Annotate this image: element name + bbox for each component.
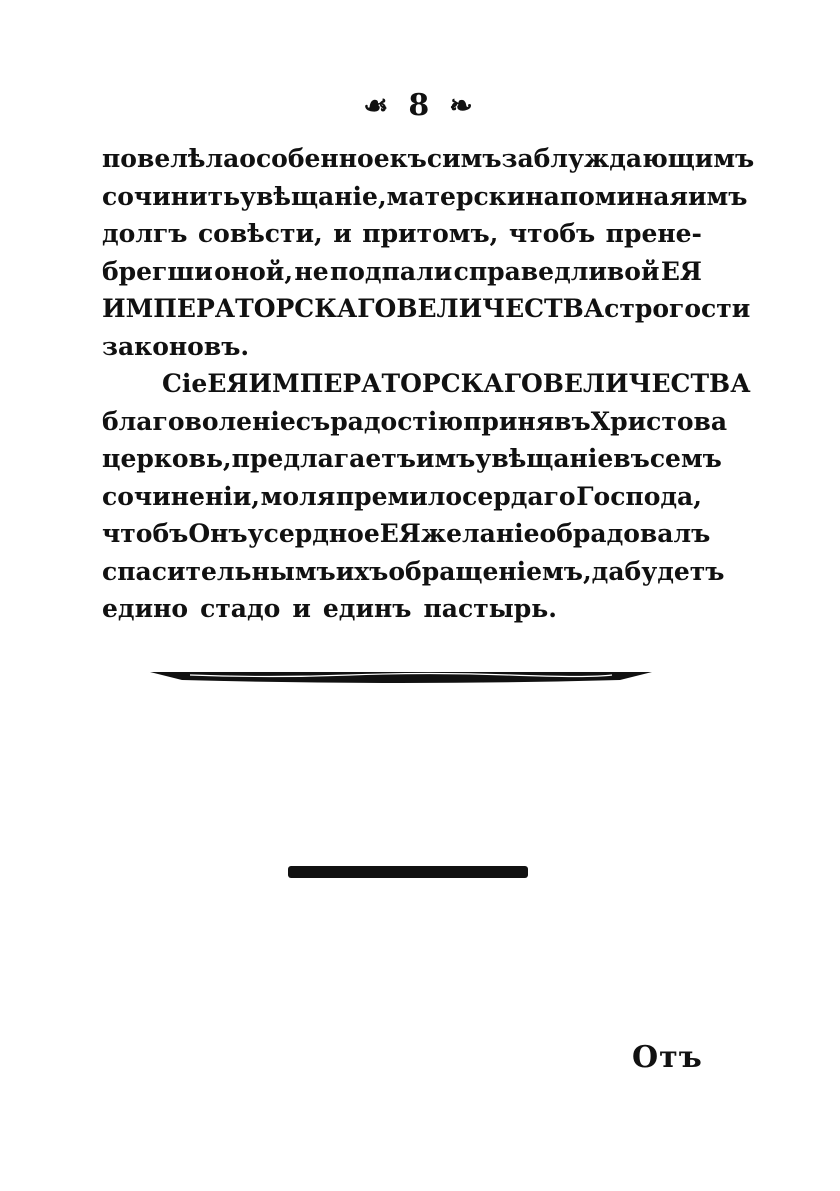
section-rule: [288, 864, 528, 880]
word: ВЕЛИЧЕСТВА: [542, 369, 751, 398]
word: не: [294, 256, 329, 286]
text-line: [102, 328, 702, 366]
word: ЕЯ: [660, 256, 702, 286]
word: едино: [102, 594, 189, 623]
word: церковь,: [102, 444, 232, 473]
word: будетъ: [624, 556, 725, 586]
word: увѣщаніе,: [240, 181, 387, 211]
word: брегши: [102, 256, 213, 286]
word: Онъ: [188, 519, 248, 548]
page-number: 8: [408, 87, 434, 123]
word: ИМПЕРАТОРСКАГО: [102, 294, 397, 323]
word: обращеніемъ,: [388, 556, 592, 586]
word: увѣщаніе: [475, 444, 614, 473]
word: напоминая: [525, 181, 688, 211]
word: оной,: [214, 256, 294, 286]
word: къ: [389, 144, 427, 173]
word: строгости: [604, 294, 751, 323]
word: стадо: [200, 594, 281, 623]
text-line: [102, 215, 702, 253]
page-header: [0, 86, 840, 123]
word: чтобъ: [508, 219, 596, 248]
word: усердное: [247, 519, 380, 548]
catchword: Отъ: [632, 1040, 703, 1075]
word: спасительнымъ: [102, 556, 336, 586]
word: желаніе: [420, 519, 540, 548]
word: имъ: [687, 181, 748, 211]
word: законовъ.: [102, 331, 250, 361]
word: сочинить: [102, 181, 241, 211]
text-line: [102, 178, 748, 216]
text-line: [102, 140, 755, 178]
text-line: [102, 590, 702, 628]
word: заблуждающимъ: [501, 144, 755, 173]
word: симъ: [426, 144, 502, 173]
word: чтобъ: [102, 519, 189, 548]
word: особенное: [239, 144, 390, 173]
word: матерски: [386, 181, 526, 211]
body-text: [102, 140, 755, 628]
word: долгъ: [102, 219, 188, 248]
word: имъ: [415, 444, 476, 473]
word: принявъ: [463, 406, 591, 436]
word: прене-: [605, 219, 702, 248]
word: предлагаетъ: [231, 444, 416, 473]
word: справедливой: [453, 256, 660, 286]
word: притомъ,: [362, 219, 499, 248]
word: ЕЯ: [207, 369, 249, 398]
text-line: [102, 365, 751, 403]
word: радостію: [330, 406, 464, 436]
word: повелѣла: [102, 144, 240, 173]
word: ЕЯ: [379, 519, 421, 548]
word: совѣсти,: [197, 219, 323, 248]
text-line: [102, 253, 702, 291]
text-line: [102, 553, 725, 591]
left-fleuron-icon: ☙: [363, 88, 393, 122]
word: пастырь.: [423, 594, 557, 623]
word: благоволеніе: [102, 406, 296, 436]
text-line: [102, 478, 702, 516]
word: Сіе: [162, 369, 208, 398]
word: семъ: [649, 444, 722, 473]
word: да: [591, 556, 625, 586]
right-fleuron-icon: ❧: [449, 88, 477, 122]
word: съ: [295, 406, 331, 436]
word: и: [333, 219, 352, 248]
text-line: [102, 440, 722, 478]
word: единъ: [322, 594, 412, 623]
word: моля: [260, 481, 336, 511]
text-line: [102, 290, 751, 328]
word: подпали: [329, 256, 453, 286]
word: Христова: [590, 406, 728, 436]
word: обрадовалъ: [539, 519, 711, 548]
word: ИМПЕРАТОРСКАГО: [248, 369, 543, 398]
ornamental-rule: [150, 666, 652, 686]
word: премилосердаго: [335, 481, 576, 511]
word: и: [292, 594, 311, 623]
word: ихъ: [335, 556, 389, 586]
word: Господа,: [576, 481, 702, 511]
word: въ: [613, 444, 650, 473]
text-line: [102, 515, 711, 553]
text-line: [102, 403, 728, 441]
word: ВЕЛИЧЕСТВА: [396, 294, 605, 323]
word: сочиненіи,: [102, 481, 260, 511]
